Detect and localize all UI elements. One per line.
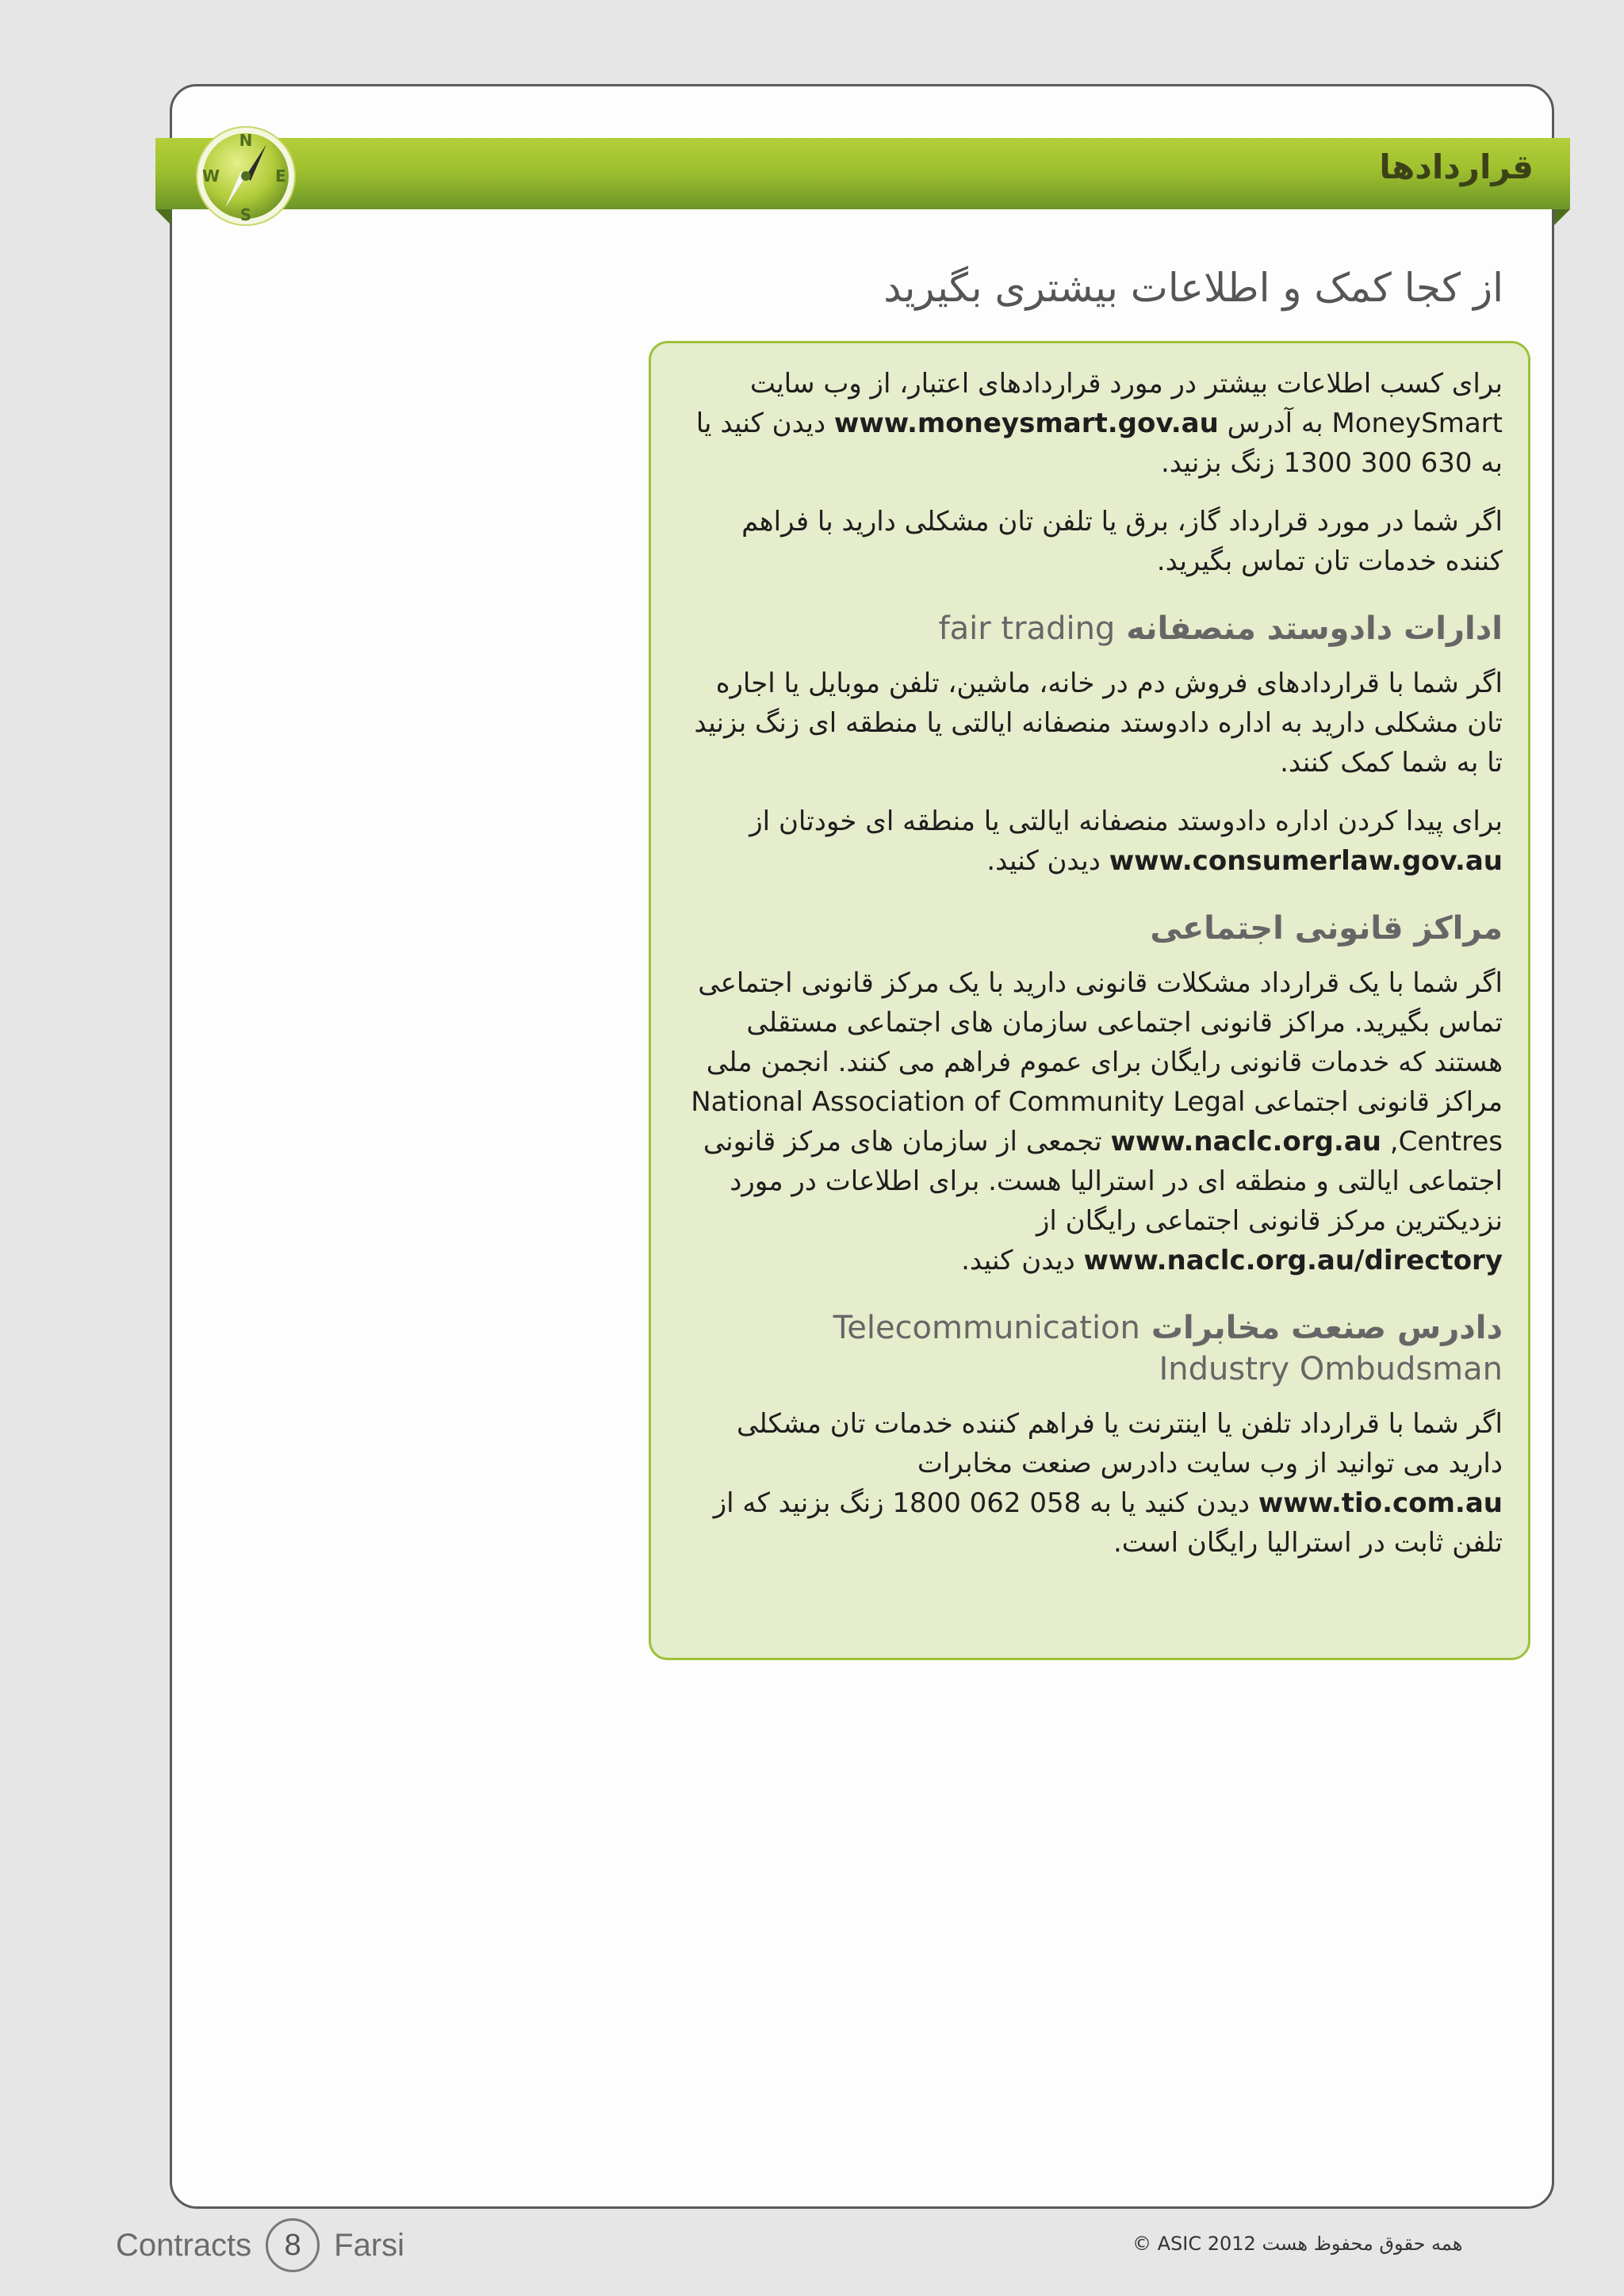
consumerlaw-link[interactable]: www.consumerlaw.gov.au	[1109, 845, 1503, 877]
naclc-directory-link[interactable]: www.naclc.org.au/directory	[1083, 1245, 1503, 1276]
footer-language: Farsi	[334, 2227, 405, 2263]
compass-s-label: S	[239, 205, 252, 224]
utility-paragraph: اگر شما در مورد قرارداد گاز، برق یا تلفن تان مشکلی دارید با فراهم کننده خدمات تان تماس بگیرید.	[741, 506, 1503, 577]
fair-trading-paragraph: اگر شما با قراردادهای فروش دم در خانه، ماشین، تلفن موبایل یا اجاره تان مشکلی دارید به اداره دادوستد منصفانه ایالتی یا منطقه ای زنگ بزنید تا به شما کمک کنند.	[694, 668, 1503, 779]
band-fold-right	[1554, 209, 1570, 225]
moneysmart-link[interactable]: www.moneysmart.gov.au	[833, 408, 1219, 439]
tio-link[interactable]: www.tio.com.au	[1258, 1487, 1503, 1519]
moneysmart-paragraph: برای کسب اطلاعات بیشتر در مورد قراردادهای اعتبار، از وب سایت MoneySmart به آدرس www.moneysmart.gov.au دیدن کنید یا به 630 300 1300 زنگ بزنید.	[695, 368, 1503, 479]
compass-e-label: E	[275, 166, 286, 186]
info-box	[649, 341, 1530, 1660]
compass-n-label: N	[239, 131, 253, 150]
footer-document-title: Contracts	[116, 2227, 252, 2263]
fair-trading-heading: ادارات دادوستد منصفانه fair trading	[938, 610, 1503, 647]
page-number: 8	[266, 2218, 320, 2272]
section-title: قراردادها	[1379, 147, 1534, 186]
tio-paragraph: اگر شما با قرارداد تلفن یا اینترنت یا فراهم کننده خدمات تان مشکلی دارید می توانید از وب سایت دادرس صنعت مخابرات www.tio.com.au دیدن کنید یا به 058 062 1800 زنگ بزنید که از تلفن ثابت در استرالیا رایگان است.	[713, 1408, 1503, 1559]
legal-centres-heading: مراکز قانونی اجتماعی	[1150, 910, 1503, 947]
compass-w-label: W	[201, 166, 220, 186]
footer-left	[116, 2218, 404, 2272]
naclc-link[interactable]: www.naclc.org.au	[1110, 1126, 1381, 1158]
legal-centres-paragraph: اگر شما با یک قرارداد مشکلات قانونی دارید با یک مرکز قانونی اجتماعی تماس بگیرید. مراکز قانونی اجتماعی سازمان های اجتماعی مستقلی هستند که خدمات قانونی رایگان برای عموم فراهم می کنند. انجمن ملی مراکز قانونی اجتماعی National Association of Community Legal Centres, www.naclc.org.au تجمعی از سازمان های مرکز قانونی اجتماعی ایالتی و منطقه ای در استرالیا هست. برای اطلاعات در مورد نزدیکترین مرکز قانونی اجتماعی رایگان از www.naclc.org.au/directory دیدن کنید.	[691, 967, 1503, 1276]
page-heading: از کجا کمک و اطلاعات بیشتری بگیرید	[883, 265, 1503, 311]
consumerlaw-paragraph: برای پیدا کردن اداره دادوستد منصفانه ایالتی یا منطقه ای خودتان از www.consumerlaw.gov.au دیدن کنید.	[749, 806, 1503, 877]
header-band	[155, 138, 1570, 209]
footer-copyright: © ASIC 2012 همه حقوق محفوظ هست	[1132, 2233, 1463, 2255]
tio-heading: دادرس صنعت مخابرات Telecommunication Industry Ombudsman	[833, 1310, 1503, 1387]
band-fold-left	[155, 209, 171, 225]
compass-icon	[193, 124, 298, 228]
